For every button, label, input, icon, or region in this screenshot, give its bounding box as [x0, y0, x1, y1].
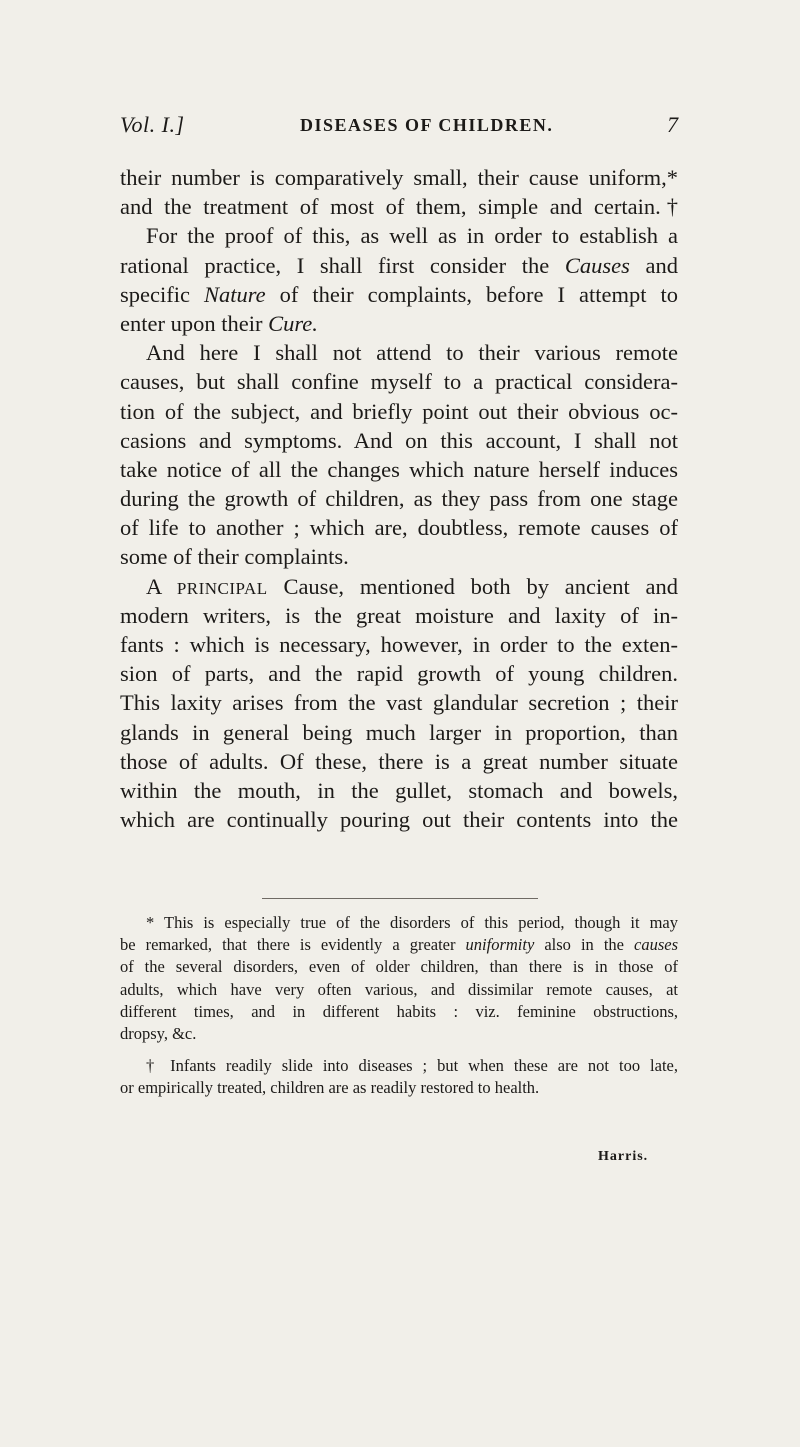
text-line [120, 280, 678, 309]
text-line: those of adults. Of these, there is a great number situate [120, 748, 678, 774]
text-line [120, 309, 678, 338]
footnote-line: different times, and in different habits : viz. feminine obstructions, [120, 1001, 678, 1021]
text-fragment: A [146, 573, 162, 599]
small-caps-word: PRINCIPAL [176, 578, 268, 598]
text-line: of life to another ; which are, doubtless, remote causes of [120, 515, 678, 541]
footnote-line: or empirically treated, children are as readily restored to health. [120, 1078, 540, 1098]
text-line: modern writers, is the great moisture and laxity of in- [120, 602, 678, 628]
italic-word: Causes [564, 252, 630, 278]
small-caps-word: For [146, 223, 178, 249]
footnote-author: Harris. [598, 1149, 649, 1164]
footnotes [120, 912, 678, 1100]
text-fragment: and [645, 252, 678, 278]
text-line: and the treatment of most of them, simple and certain.† [120, 194, 678, 220]
main-text [120, 163, 678, 834]
footnote-line [120, 934, 678, 956]
text-line: take notice of all the changes which nature herself induces [120, 456, 678, 482]
text-line: This laxity arises from the vast glandular secretion ; their [120, 690, 678, 716]
footnote-line: of the several disorders, even of older children, than there is in those of [120, 957, 678, 977]
italic-word: Cure. [268, 310, 318, 336]
text-fragment: rational practice, I shall first consider the [120, 252, 550, 278]
text-fragment: of their complaints, before I attempt to [279, 281, 679, 307]
running-title: DISEASES OF CHILDREN. [300, 115, 554, 135]
volume-label: Vol. I.] [120, 112, 185, 137]
text-line: causes, but shall confine myself to a practical considera- [120, 369, 678, 395]
footnote-line: † Infants readily slide into diseases ; but when these are not too late, [146, 1056, 678, 1076]
text-line: during the growth of children, as they pass from one stage [120, 486, 678, 512]
text-fragment: be remarked, that there is evidently a greater [120, 935, 456, 955]
text-line [120, 221, 678, 250]
footnote-line: adults, which have very often various, and dissimilar remote causes, at [120, 979, 678, 999]
text-fragment: the proof of this, as well as in order to establish a [177, 223, 678, 249]
text-line: their number is comparatively small, their cause uniform,* [120, 165, 678, 190]
running-header [120, 112, 678, 144]
text-line: within the mouth, in the gullet, stomach and bowels, [120, 777, 678, 803]
italic-word: Nature [203, 281, 266, 307]
text-fragment: also in the [544, 935, 624, 955]
text-line [120, 572, 678, 601]
footnote-divider [262, 898, 538, 899]
text-fragment: Cause, mentioned both by ancient and [283, 573, 679, 599]
footnote-line: * This is especially true of the disorders of this period, though it may [146, 913, 678, 932]
page-number: 7 [667, 112, 678, 137]
footnote-spacer [120, 1045, 678, 1055]
text-fragment: specific [120, 281, 190, 307]
text-line: glands in general being much larger in proportion, than [120, 719, 678, 745]
text-line: casions and symptoms. And on this account, I shall not [120, 427, 678, 453]
text-line: some of their complaints. [120, 544, 349, 570]
text-line [120, 251, 678, 280]
text-line: sion of parts, and the rapid growth of young children. [120, 661, 678, 687]
text-fragment: enter upon their [120, 310, 263, 336]
text-line: fants : which is necessary, however, in order to the exten- [120, 632, 678, 657]
footnote-line: dropsy, &c. [120, 1023, 197, 1043]
text-line: tion of the subject, and briefly point out their obvious oc- [120, 398, 678, 424]
text-line: And here I shall not attend to their various remote [146, 340, 678, 366]
italic-word: uniformity [465, 935, 535, 955]
text-line: which are continually pouring out their contents into the [120, 807, 678, 833]
italic-word: causes [634, 935, 679, 955]
